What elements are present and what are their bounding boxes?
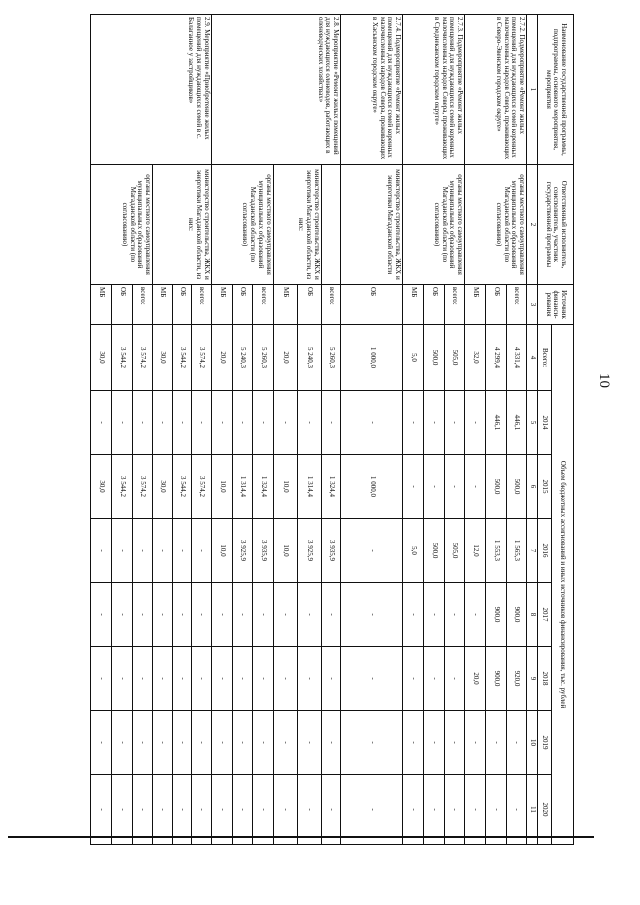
value-year: 1 553,3 [485, 519, 506, 583]
funding-source: ОБ [232, 285, 253, 325]
header-name: Наименование государственной программы, подпрограммы, основного мероприятия, мероприятия [538, 15, 574, 165]
value-year: - [111, 711, 132, 775]
funding-source: МБ [403, 285, 424, 325]
value-year: - [153, 711, 173, 775]
value-year: 446,1 [485, 391, 506, 455]
value-year: - [423, 391, 444, 455]
value-year: - [273, 647, 297, 711]
value-year: - [321, 647, 341, 711]
executor: министерство строительства, ЖКХ и энергетики Магаданской области, из них: [273, 165, 321, 285]
value-year: 10,0 [273, 519, 297, 583]
value-year: - [273, 391, 297, 455]
funding-table [90, 14, 574, 845]
column-number: 2 [527, 165, 538, 285]
value-total: 4 331,4 [506, 325, 527, 391]
value-total: 32,0 [465, 325, 486, 391]
value-year: - [465, 711, 486, 775]
table-row [341, 15, 403, 845]
value-year: - [403, 711, 424, 775]
column-number: 7 [527, 519, 538, 583]
value-year: - [253, 775, 274, 845]
table-row [444, 15, 465, 845]
value-total: 5 240,3 [297, 325, 321, 391]
value-year: - [297, 583, 321, 647]
value-year: - [297, 391, 321, 455]
value-year: - [153, 583, 173, 647]
measure-name: 2.7.4. Подмероприятие «Ремонт жилых помещений для нуждающихся семей коренных малочисленных народов Севера, проживающих в Хасынском городском округе» [341, 15, 403, 165]
measure-name: 2.7.3. Подмероприятие «Ремонт жилых помещений для нуждающихся семей коренных малочисленных народов Севера, проживающих в Среднеканском городском округе» [403, 15, 465, 165]
value-year: 446,1 [506, 391, 527, 455]
value-year: - [444, 583, 465, 647]
value-year: - [192, 647, 212, 711]
value-year: 500,0 [423, 519, 444, 583]
value-year: - [423, 583, 444, 647]
value-year: 12,0 [465, 519, 486, 583]
funding-source: всего: [444, 285, 465, 325]
value-year: - [172, 391, 192, 455]
value-year: - [132, 647, 153, 711]
value-year: 3 544,2 [172, 455, 192, 519]
column-number: 8 [527, 583, 538, 647]
value-year: - [403, 775, 424, 845]
table-row [506, 15, 527, 845]
funding-source: МБ [91, 285, 112, 325]
value-year: - [132, 583, 153, 647]
funding-source: ОБ [297, 285, 321, 325]
value-year: - [273, 583, 297, 647]
value-year: - [403, 455, 424, 519]
value-total: 3 544,2 [172, 325, 192, 391]
executor [321, 165, 341, 285]
value-year: - [423, 775, 444, 845]
header-year: 2018 [538, 647, 552, 711]
value-year: 3 574,2 [192, 455, 212, 519]
value-year: - [423, 711, 444, 775]
value-year: - [341, 583, 403, 647]
value-year: 500,0 [485, 455, 506, 519]
value-year: - [91, 519, 112, 583]
column-number: 4 [527, 325, 538, 391]
funding-source: ОБ [172, 285, 192, 325]
value-year: - [111, 391, 132, 455]
funding-source: ОБ [485, 285, 506, 325]
value-year: 10,0 [273, 455, 297, 519]
measure-name: 2.9. Мероприятие «Приобретение жилых помещений для нуждающихся семей в с. Балаганное у застройщиков» [91, 15, 212, 165]
header-year: 2017 [538, 583, 552, 647]
value-year: - [253, 711, 274, 775]
value-year: 10,0 [211, 519, 232, 583]
value-year: - [172, 583, 192, 647]
value-year: - [111, 583, 132, 647]
value-year: - [485, 711, 506, 775]
value-total: 3 544,2 [111, 325, 132, 391]
executor: министерство строительства, ЖКХ и энергетики Магаданской области [341, 165, 403, 285]
value-year: 30,0 [153, 455, 173, 519]
value-year: - [153, 519, 173, 583]
measure-name: 2.7.2. Подмероприятие «Ремонт жилых помещений для нуждающихся семей коренных малочисленных народов Севера, проживающих в Северо-Эвенском городском округе» [465, 15, 527, 165]
executor: органы местного самоуправления муниципальных образований Магаданской области (по согласованию) [211, 165, 273, 285]
column-number: 6 [527, 455, 538, 519]
value-total: 3 574,2 [192, 325, 212, 391]
rotated-page [90, 14, 574, 844]
funding-source: МБ [465, 285, 486, 325]
value-year: - [172, 711, 192, 775]
value-year: - [321, 775, 341, 845]
value-year: - [192, 775, 212, 845]
measure-name: 2.8. Мероприятие «Ремонт жилых помещений для нуждающихся оленеводов, работающих в оленеводческих хозяйствах» [211, 15, 340, 165]
value-year: - [172, 519, 192, 583]
value-year: - [341, 711, 403, 775]
value-year: 1 324,4 [321, 455, 341, 519]
value-year: - [297, 647, 321, 711]
value-year: 1 565,3 [506, 519, 527, 583]
value-year: - [423, 455, 444, 519]
funding-source: МБ [211, 285, 232, 325]
executor: органы местного самоуправления муниципальных образований Магаданской области (по согласованию) [403, 165, 465, 285]
header-source: Источник финанси-рования [538, 285, 574, 325]
value-year: - [444, 647, 465, 711]
value-total: 3 574,2 [132, 325, 153, 391]
funding-source: всего: [506, 285, 527, 325]
value-year: - [192, 391, 212, 455]
value-year: 500,0 [506, 455, 527, 519]
value-year: - [465, 583, 486, 647]
value-total: 500,0 [423, 325, 444, 391]
executor: органы местного самоуправления муниципальных образований Магаданской области (по согласованию) [465, 165, 527, 285]
value-year: 3 925,9 [232, 519, 253, 583]
value-total: 1 000,0 [341, 325, 403, 391]
executor: органы местного самоуправления муниципальных образований Магаданской области (по согласованию) [91, 165, 153, 285]
value-year: 920,0 [506, 647, 527, 711]
funding-source: всего: [132, 285, 153, 325]
value-year: - [91, 647, 112, 711]
value-year: - [192, 583, 212, 647]
header-year: 2020 [538, 775, 552, 845]
value-year: - [297, 711, 321, 775]
value-total: 5 240,3 [232, 325, 253, 391]
column-number: 11 [527, 775, 538, 845]
value-year: 900,0 [485, 647, 506, 711]
value-year: 1 314,4 [232, 455, 253, 519]
value-year: - [132, 775, 153, 845]
value-year: 3 935,9 [321, 519, 341, 583]
header-executor: Ответственный исполнитель, соисполнитель, участник государственной программы [538, 165, 574, 285]
column-number: 5 [527, 391, 538, 455]
column-number: 9 [527, 647, 538, 711]
value-year: 1 324,4 [253, 455, 274, 519]
value-year: - [91, 583, 112, 647]
value-year: - [211, 711, 232, 775]
value-year: 3 544,2 [111, 455, 132, 519]
value-year: - [91, 711, 112, 775]
value-year: - [192, 711, 212, 775]
value-year: - [153, 775, 173, 845]
value-year: - [465, 391, 486, 455]
table-row [192, 15, 212, 845]
header-year: 2014 [538, 391, 552, 455]
value-year: - [506, 711, 527, 775]
value-year: - [132, 711, 153, 775]
value-year: - [153, 391, 173, 455]
value-year: - [423, 647, 444, 711]
value-year: 20,0 [465, 647, 486, 711]
value-year: - [211, 775, 232, 845]
value-year: - [321, 583, 341, 647]
value-year: - [132, 391, 153, 455]
value-year: - [211, 647, 232, 711]
value-year: - [341, 519, 403, 583]
value-total: 30,0 [153, 325, 173, 391]
value-year: 900,0 [485, 583, 506, 647]
value-year: - [485, 775, 506, 845]
value-year: - [253, 647, 274, 711]
table-row [321, 15, 341, 845]
value-year: - [403, 391, 424, 455]
value-year: - [341, 647, 403, 711]
column-number: 3 [527, 285, 538, 325]
value-year: - [232, 711, 253, 775]
header-total: Всего: [538, 325, 552, 391]
value-year: - [465, 775, 486, 845]
header-year: 2016 [538, 519, 552, 583]
value-year: 900,0 [506, 583, 527, 647]
value-year: - [153, 647, 173, 711]
value-year: - [111, 519, 132, 583]
value-total: 30,0 [91, 325, 112, 391]
funding-source: ОБ [341, 285, 403, 325]
value-year: - [341, 391, 403, 455]
value-year: - [172, 775, 192, 845]
value-year: - [465, 455, 486, 519]
executor: министерство строительства, ЖКХ и энергетики Магаданской области, из них: [153, 165, 212, 285]
value-year: - [111, 775, 132, 845]
value-total: 4 299,4 [485, 325, 506, 391]
value-year: - [321, 391, 341, 455]
value-total: 505,0 [444, 325, 465, 391]
header-year: 2015 [538, 455, 552, 519]
value-year: - [297, 775, 321, 845]
value-year: - [273, 711, 297, 775]
value-year: - [91, 775, 112, 845]
funding-source: всего: [321, 285, 341, 325]
value-year: 5,0 [403, 519, 424, 583]
value-year: 3 925,9 [297, 519, 321, 583]
value-year: - [232, 583, 253, 647]
value-year: - [253, 391, 274, 455]
value-year: - [403, 647, 424, 711]
value-year: - [444, 455, 465, 519]
value-year: 1 314,4 [297, 455, 321, 519]
value-year: - [403, 583, 424, 647]
funding-source: ОБ [111, 285, 132, 325]
value-total: 5,0 [403, 325, 424, 391]
value-year: - [111, 647, 132, 711]
value-year: - [321, 711, 341, 775]
funding-source: МБ [273, 285, 297, 325]
value-year: - [506, 775, 527, 845]
funding-source: всего: [253, 285, 274, 325]
value-year: - [444, 391, 465, 455]
header-volume: Объем бюджетных ассигнований и иных источников финансирования, тыс. рублей [552, 325, 574, 845]
funding-source: МБ [153, 285, 173, 325]
page-number: 10 [596, 373, 612, 388]
funding-source: ОБ [423, 285, 444, 325]
value-year: - [444, 775, 465, 845]
value-year: 10,0 [211, 455, 232, 519]
value-year: - [211, 391, 232, 455]
value-year: 505,0 [444, 519, 465, 583]
column-number: 1 [527, 15, 538, 165]
value-total: 20,0 [211, 325, 232, 391]
value-year: 1 000,0 [341, 455, 403, 519]
value-year: - [211, 583, 232, 647]
value-year: 3 574,2 [132, 455, 153, 519]
funding-source: всего: [192, 285, 212, 325]
value-year: - [444, 711, 465, 775]
value-year: - [172, 647, 192, 711]
value-year: - [232, 647, 253, 711]
value-total: 20,0 [273, 325, 297, 391]
column-number: 10 [527, 711, 538, 775]
value-total: 5 260,3 [321, 325, 341, 391]
value-year: 3 935,9 [253, 519, 274, 583]
value-year: - [341, 775, 403, 845]
header-year: 2019 [538, 711, 552, 775]
value-year: - [91, 391, 112, 455]
value-year: - [192, 519, 212, 583]
value-year: - [273, 775, 297, 845]
bottom-rule [8, 836, 594, 838]
value-year: - [253, 583, 274, 647]
value-year: - [232, 391, 253, 455]
value-year: 30,0 [91, 455, 112, 519]
value-year: - [132, 519, 153, 583]
value-total: 5 260,3 [253, 325, 274, 391]
value-year: - [232, 775, 253, 845]
